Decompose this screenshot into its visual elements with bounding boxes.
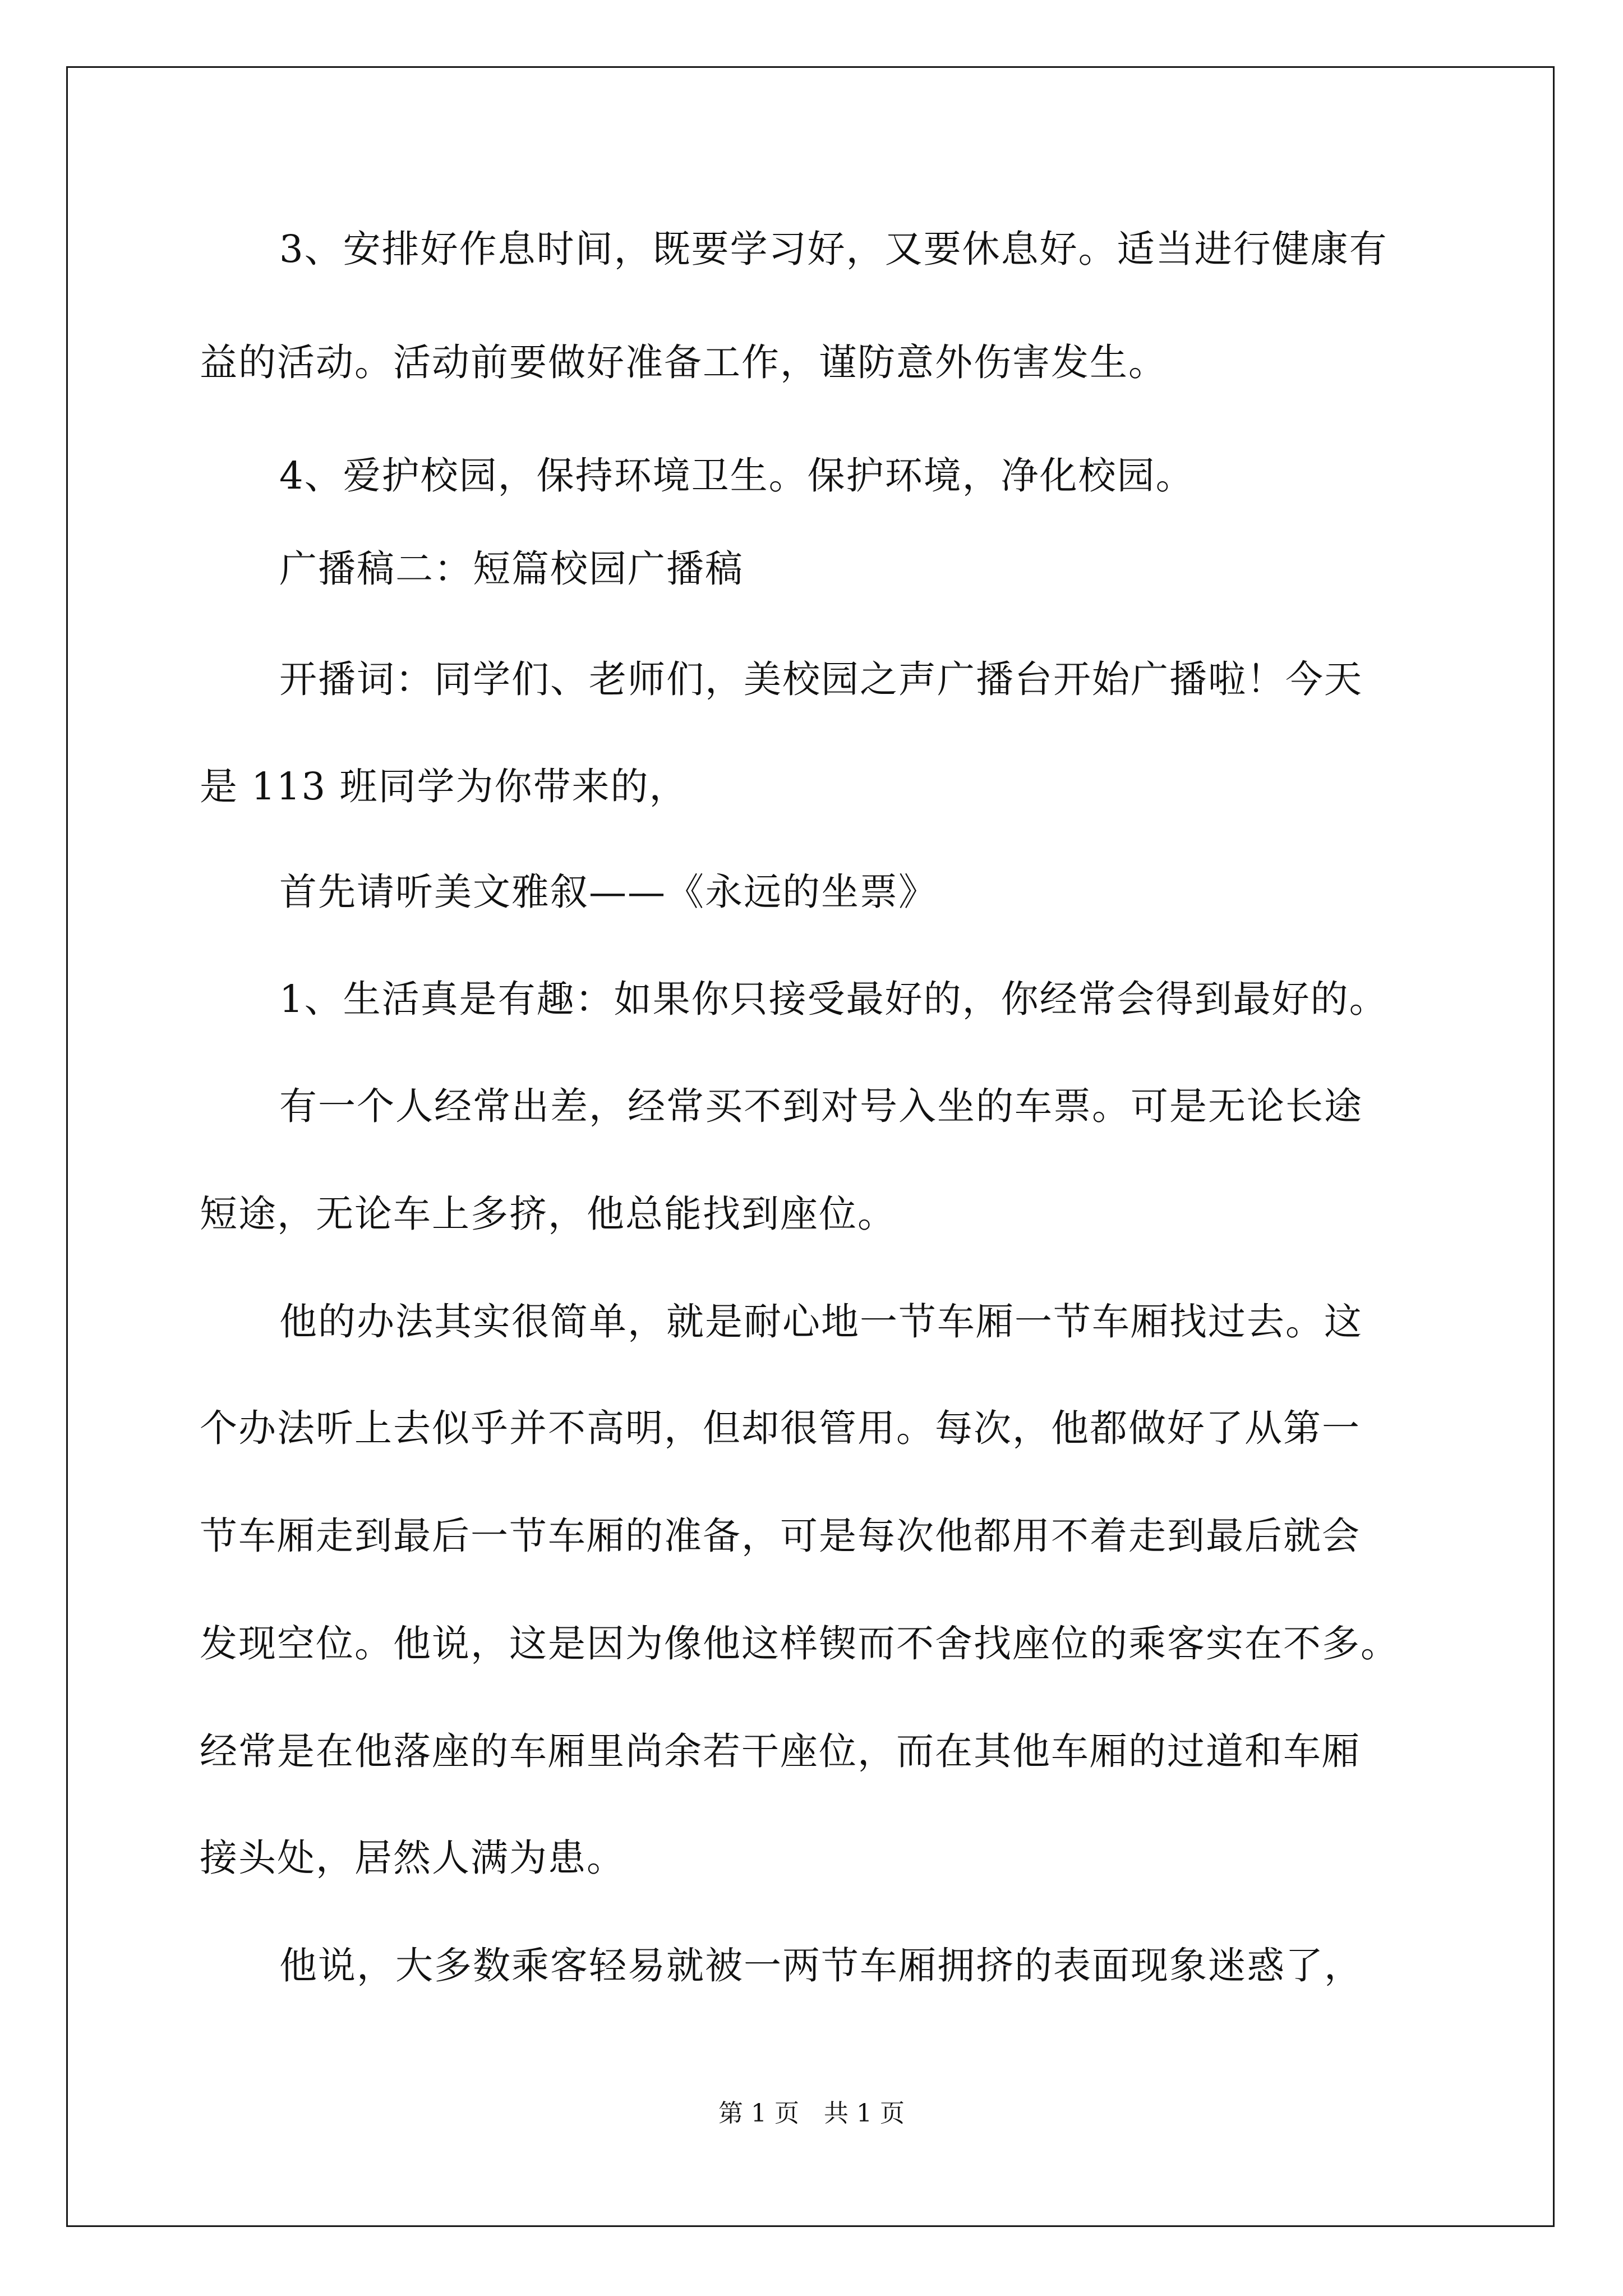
text-line: 短途，无论车上多挤，他总能找到座位。 bbox=[200, 1192, 896, 1236]
text-line: 发现空位。他说，这是因为像他这样锲而不舍找座位的乘客实在不多。 bbox=[200, 1622, 1399, 1665]
text-line: 个办法听上去似乎并不高明，但却很管用。每次，他都做好了从第一 bbox=[200, 1406, 1361, 1450]
text-line: 经常是在他落座的车厢里尚余若干座位，而在其他车厢的过道和车厢 bbox=[200, 1729, 1361, 1773]
text-line: 开播词：同学们、老师们，美校园之声广播台开始广播啦！今天 bbox=[279, 657, 1363, 701]
text-line: 是 113 班同学为你带来的， bbox=[200, 765, 688, 808]
text-line: 1、生活真是有趣：如果你只接受最好的，你经常会得到最好的。 bbox=[279, 977, 1388, 1021]
text-line: 4、爱护校园，保持环境卫生。保护环境，净化校园。 bbox=[279, 454, 1195, 498]
text-line: 3、安排好作息时间，既要学习好，又要休息好。适当进行健康有 bbox=[279, 227, 1388, 271]
text-line: 益的活动。活动前要做好准备工作，谨防意外伤害发生。 bbox=[200, 341, 1167, 384]
text-line: 首先请听美文雅叙——《永远的坐票》 bbox=[279, 870, 937, 914]
text-line: 有一个人经常出差，经常买不到对号入坐的车票。可是无论长途 bbox=[279, 1084, 1363, 1128]
text-line: 接头处，居然人满为患。 bbox=[200, 1836, 625, 1880]
text-line: 他的办法其实很简单，就是耐心地一节车厢一节车厢找过去。这 bbox=[279, 1300, 1363, 1343]
page-footer: 第 1 页 共 1 页 bbox=[718, 2099, 905, 2128]
section-heading: 广播稿二：短篇校园广播稿 bbox=[279, 547, 744, 591]
text-line: 节车厢走到最后一节车厢的准备，可是每次他都用不着走到最后就会 bbox=[200, 1514, 1361, 1558]
page-border bbox=[66, 66, 1555, 2227]
text-line: 他说，大多数乘客轻易就被一两节车厢拥挤的表面现象迷惑了， bbox=[279, 1944, 1363, 1987]
